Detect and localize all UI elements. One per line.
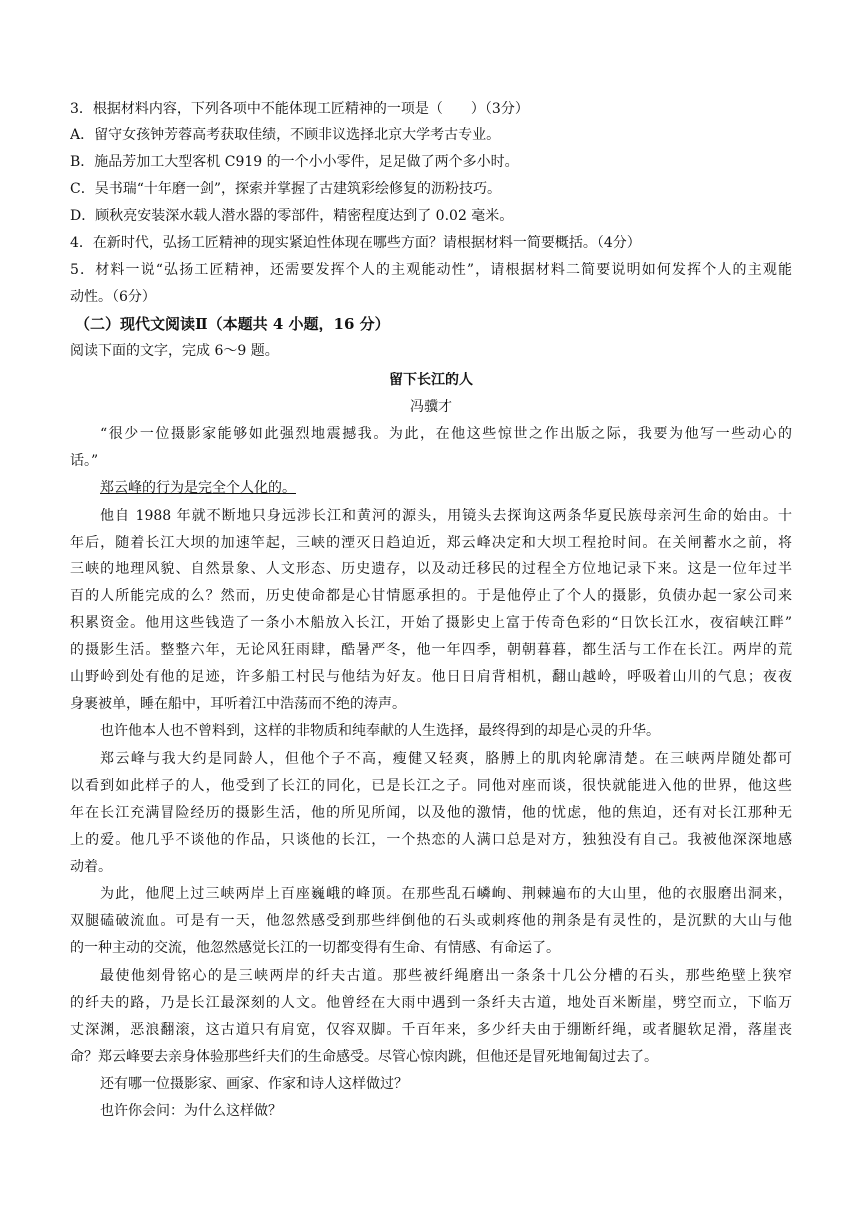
article-title: 留下长江的人 [389,372,473,388]
section-instruction: 阅读下面的文字，完成 6～9 题。 [70,343,279,359]
question-5-line-1: 5．材料一说“弘扬工匠精神，还需要发挥个人的主观能动性”，请根据材料二简要说明如何发挥个人的主观能 [70,262,792,278]
article-line: 也许你会问：为什么这样做？ [100,1103,282,1119]
article-line: 也许他本人也不曾料到，这样的非物质和纯奉献的人生选择，最终得到的却是心灵的升华。 [100,723,660,739]
article-line: 身裹被单，睡在船中，耳听着江中浩荡而不绝的涛声。 [70,696,406,712]
article-author: 冯骥才 [410,399,452,415]
article-line: 丈深渊，恶浪翻滚，这古道只有肩宽，仅容双脚。千百年来，多少纤夫由于绷断纤绳，或者腿软足滑，落崖丧 [70,1022,792,1038]
article-line: 以看到如此样子的人，他受到了长江的同化，已是长江之子。同他对座而谈，很快就能进入他的世界，他这些 [70,778,792,794]
underlined-sentence: 郑云峰的行为是完全个人化的。 [100,480,296,496]
question-3-option-d: D．顾秋亮安装深水载人潜水器的零部件，精密程度达到了 0.02 毫米。 [70,208,514,224]
article-line: 最使他刻骨铭心的是三峡两岸的纤夫古道。那些被纤绳磨出一条条十几公分槽的石头，那些绝壁上狭窄 [100,968,792,984]
article-line: “很少一位摄影家能够如此强烈地震撼我。为此，在他这些惊世之作出版之际，我要为他写一些动心的 [100,426,792,442]
article-line: 山野岭到处有他的足迹，许多船工村民与他结为好友。他日日肩背相机，翻山越岭，呼吸着山川的气息；夜夜 [70,669,792,685]
question-3: 3．根据材料内容，下列各项中不能体现工匠精神的一项是（ ）（3分） [70,101,529,117]
article-line: 百的人所能完成的么？然而，历史使命都是心甘情愿承担的。于是他停止了个人的摄影，负债办起一家公司来 [70,588,792,604]
article-line: 为此，他爬上过三峡两岸上百座巍峨的峰顶。在那些乱石嶙峋、荆棘遍布的大山里，他的衣服磨出洞来， [100,886,792,902]
article-line: 话。” [70,453,99,469]
article-line: 上的爱。他几乎不谈他的作品，只谈他的长江，一个热恋的人满口总是对方，独独没有自己。我被他深深地感 [70,832,792,848]
question-3-option-a: A．留守女孩钟芳蓉高考获取佳绩，不顾非议选择北京大学考古专业。 [70,127,501,143]
article-line: 年在长江充满冒险经历的摄影生活，他的所见所闻，以及他的激情，他的忧虑，他的焦迫，还有对长江那种无 [70,805,792,821]
article-line: 动着。 [70,859,112,875]
question-3-option-c: C．吴书瑞“十年磨一剑”，探索并掌握了古建筑彩绘修复的沥粉技巧。 [70,181,502,197]
question-3-option-b: B．施品芳加工大型客机 C919 的一个小小零件，足足做了两个多小时。 [70,154,519,170]
article-line [100,480,792,496]
article-line: 命？郑云峰要去亲身体验那些纤夫们的生命感受。尽管心惊肉跳，但他还是冒死地匍匐过去了。 [70,1049,658,1065]
article-line: 的纤夫的路，乃是长江最深刻的人文。他曾经在大雨中遇到一条纤夫古道，地处百米断崖，劈空而立，下临万 [70,995,792,1011]
article-line: 三峡的地理风貌、自然景象、人文形态、历史遗存，以及动迁移民的过程全方位地记录下来。这是一位年过半 [70,561,792,577]
article-line: 他自 1988 年就不断地只身远涉长江和黄河的源头，用镜头去探询这两条华夏民族母亲河生命的始由。十 [100,508,792,524]
section-heading: （二）现代文阅读Ⅱ（本题共 4 小题，16 分） [75,316,390,332]
article-line: 郑云峰与我大约是同龄人，但他个子不高，瘦健又轻爽，胳膊上的肌肉轮廓清楚。在三峡两岸随处都可 [100,751,792,767]
question-4: 4．在新时代，弘扬工匠精神的现实紧迫性体现在哪些方面？请根据材料一简要概括。（4分） [70,235,641,251]
article-line: 的摄影生活。整整六年，无论风狂雨肆，酷暑严冬，他一年四季，朝朝暮暮，都生活与工作在长江。两岸的荒 [70,642,792,658]
article-line: 双腿磕破流血。可是有一天，他忽然感受到那些绊倒他的石头或刺疼他的荆条是有灵性的，是沉默的大山与他 [70,913,792,929]
article-line: 还有哪一位摄影家、画家、作家和诗人这样做过？ [100,1076,408,1092]
question-5-line-2: 动性。（6分） [70,289,156,305]
article-line: 的一种主动的交流，他忽然感觉长江的一切都变得有生命、有情感、有命运了。 [70,940,560,956]
article-line: 年后，随着长江大坝的加速竿起，三峡的湮灭日趋迫近，郑云峰决定和大坝工程抢时间。在关闸蓄水之前，将 [70,535,792,551]
article-line: 积累资金。他用这些钱造了一条小木船放入长江，开始了摄影史上富于传奇色彩的“日饮长江水，夜宿峡江畔” [70,615,792,631]
